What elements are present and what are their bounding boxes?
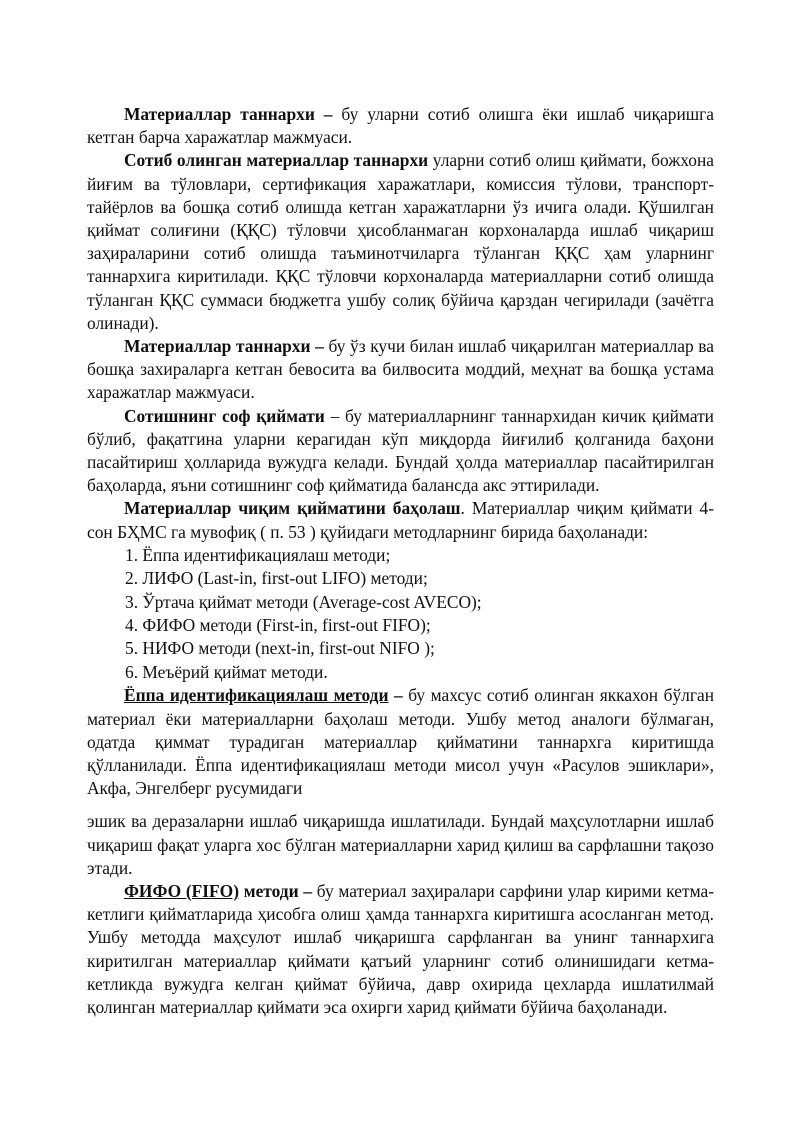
- term-fifo-rest: методи –: [239, 880, 313, 901]
- list-item: 5. НИФО методи (next-in, first-out NIFO );: [125, 638, 435, 659]
- term-dash: –: [388, 685, 403, 706]
- paragraph-text: . Материаллар чиқим қиймати 4- сон БҲМС га мувофиқ ( п. 53 ) қуйидаги методларнинг бирида баҳоланади:: [87, 498, 715, 542]
- term-fifo: ФИФО (FIFO): [124, 880, 239, 901]
- paragraph-fifo: [87, 880, 714, 1019]
- term-purchased-material-cost: Сотиб олинган материаллар таннархи: [124, 150, 429, 171]
- paragraph-text: бу махсус сотиб олинган яккахон бўлган материал ёки материалларни баҳолаш методи. Ушбу метод аналоги бўлмаган, одатда қиммат турадиган материаллар қийматини таннархга киритишда қўлланилади. Ёппа идентификациялаш методи мисол учун «Расулов эшиклари», Акфа, Энгелберг русумидаги: [87, 685, 715, 799]
- paragraph-material-cost: [87, 103, 714, 149]
- list-item: 4. ФИФО методи (First-in, first-out FIFO);: [125, 615, 431, 636]
- list-item: 3. Ўртача қиймат методи (Average-cost AVECO);: [125, 591, 482, 612]
- paragraph-text: бу ўз кучи билан ишлаб чиқарилган материаллар ва бошқа захираларга кетган бевосита ва билвосита моддий, меҳнат ва бошқа устама харажатлар мажмуаси.: [87, 336, 714, 403]
- paragraph-text: уларни сотиб олиш қиймати, божхона йиғим ва тўловлари, сертификация харажатлари, комиссия тўлови, транспорт-тайёрлов ва бошқа сотиб олишда кетган харажатларни ўз ичига олади. Қўшилган қиймат солиғини (ҚҚС) тўловчи ҳисобланмаган корхоналарда ишлаб чиқариш заҳираларини сотиб олишда таъминотчиларга тўланган ҚҚС ҳам уларнинг таннархига киритилади. ҚҚС тўловчи корхоналарда материалларни сотиб олишда тўланган ҚҚС суммаси бюджетга ушбу солиқ бўйича қарздан чегирилади (зачётга олинади).: [87, 150, 714, 333]
- list-item: 1. Ёппа идентификациялаш методи;: [125, 544, 391, 565]
- valuation-methods-list: [87, 544, 714, 684]
- term-outflow-valuation: Материаллар чиқим қийматини баҳолаш: [124, 498, 461, 519]
- paragraph-own-material-cost: [87, 335, 714, 405]
- term-own-material-cost: Материаллар таннархи –: [124, 336, 324, 357]
- term-net-realizable-value: Сотишнинг соф қиймати: [124, 405, 325, 426]
- paragraph-outflow-valuation: [87, 497, 714, 543]
- paragraph-net-realizable-value: [87, 405, 714, 498]
- document-page: [87, 103, 714, 1019]
- paragraph-text: – бу материалларнинг таннархидан кичик қиймати бўлиб, фақатгина уларни керагидан кўп миқдорда йиғилиб қолганида баҳони пасайтириш ҳолларида вужудга келади. Бундай ҳолда материаллар пасайтирилган баҳоларда, яъни сотишнинг соф қийматида балансда акс эттирилади.: [87, 405, 714, 496]
- paragraph-purchased-material-cost: [87, 149, 714, 335]
- term-material-cost: Материаллар таннархи –: [124, 104, 333, 124]
- term-specific-identification: Ёппа идентификациялаш методи: [124, 685, 389, 706]
- list-item: 2. ЛИФО (Last-in, first-out LIFO) методи;: [125, 568, 428, 589]
- list-item: 6. Меъёрий қиймат методи.: [125, 661, 328, 682]
- paragraph-continuation: эшик ва деразаларни ишлаб чиқаришда ишлатилади. Бундай маҳсулотларни ишлаб чиқариш фақат уларга хос бўлган материалларни харид қилиш ва сарфлашни тақозо этади.: [87, 811, 714, 878]
- paragraph-specific-identification: [87, 684, 714, 800]
- paragraph-text: бу материал заҳиралари сарфини улар кирими кетма-кетлиги қийматларида ҳисобга олиш ҳамда таннархга киритишга асосланган метод. Ушбу методда маҳсулот ишлаб чиқаришга сарфланган ва унинг таннархига киритилган материаллар қиймати қатъий уларнинг сотиб олинишидаги кетма-кетликда вужудга келган қиймат бўйича, давр охирида цехларда ишлатилмай қолинган материаллар қиймати эса охирги харид қиймати бўйича баҳоланади.: [87, 880, 714, 1017]
- paragraph-text: бу уларни сотиб олишга ёки ишлаб чиқаришга кетган барча харажатлар мажмуаси.: [87, 104, 714, 148]
